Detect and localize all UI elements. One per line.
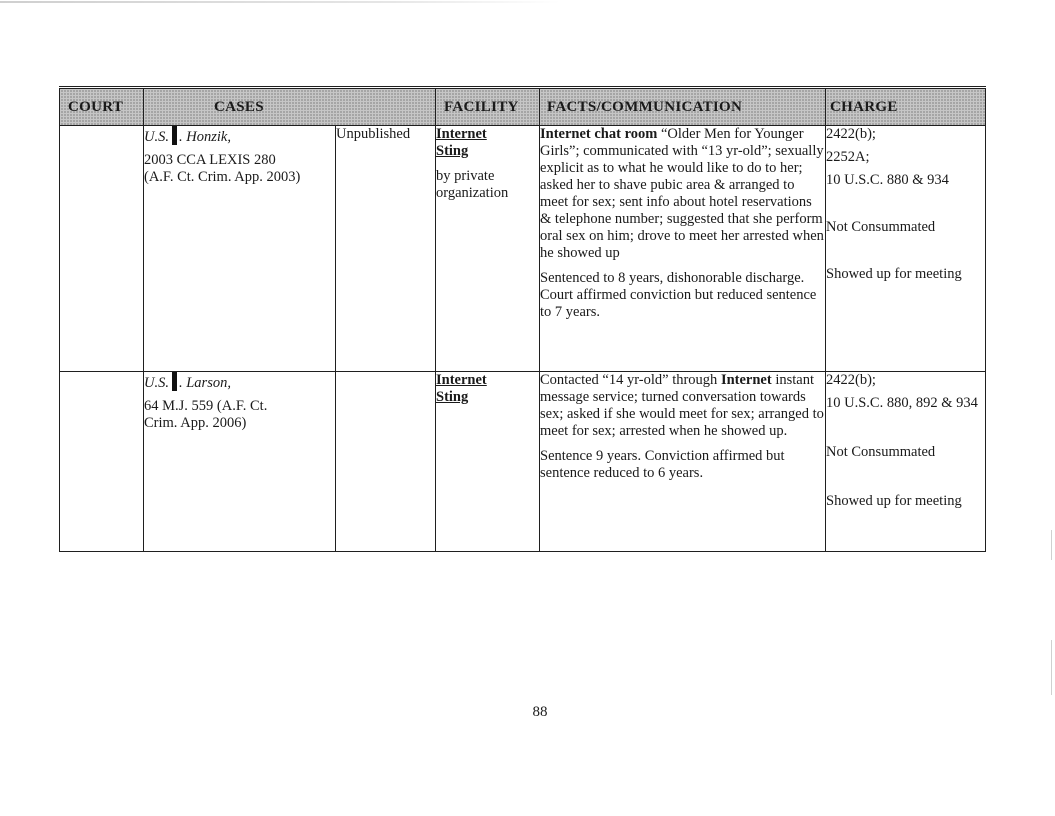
facility-type-2: Sting	[436, 143, 469, 159]
charge-code: 10 U.S.C. 880, 892 & 934	[826, 395, 978, 411]
publication-status: Unpublished	[336, 126, 411, 142]
sentence-text: Sentenced to 8 years, dishonorable discharge. Court affirmed conviction but reduced sentence to 7 years.	[540, 270, 817, 320]
charge-status: Not Consummated	[826, 219, 936, 235]
case-court-year: (A.F. Ct. Crim. App. 2003)	[144, 169, 301, 185]
sentence-text: Sentence 9 years. Conviction affirmed but sentence reduced to 6 years.	[540, 448, 785, 481]
facts-text: Internet chat room “Older Men for Younger Girls”; communicated with “13 yr-old”; sexually explicit as to what he would like to do to her; asked her to shave pubic area & arranged to meet for sex; sent info about hotel reservations & telephone number; suggested that she perform oral sex on him; drove to meet her arrested when he showed up	[540, 126, 824, 261]
scan-top-rule	[0, 1, 560, 3]
table-row	[60, 126, 986, 372]
publication-cell	[336, 126, 436, 372]
case-cell	[144, 372, 336, 552]
case-court-year: Crim. App. 2006)	[144, 415, 247, 431]
charge-cell	[826, 372, 986, 552]
header-facts-communication: FACTS/COMMUNICATION	[540, 88, 826, 126]
case-name: U.S. . Honzik,	[144, 126, 335, 146]
facility-cell	[436, 126, 540, 372]
court-cell	[60, 126, 144, 372]
scan-edge-mark	[1051, 640, 1052, 695]
facility-type: Internet	[436, 126, 487, 142]
header-row	[60, 88, 986, 126]
header-court: COURT	[60, 88, 144, 126]
table-row	[60, 372, 986, 552]
case-name: U.S. . Larson,	[144, 372, 335, 392]
charge-code: 10 U.S.C. 880 & 934	[826, 172, 949, 188]
publication-cell	[336, 372, 436, 552]
scan-edge-mark	[1051, 530, 1052, 560]
court-cell	[60, 372, 144, 552]
charge-meeting: Showed up for meeting	[826, 266, 962, 282]
facility-note: by private organization	[436, 168, 509, 201]
facts-text: Contacted “14 yr-old” through Internet instant message service; turned conversation towards sex; asked if she would meet for sex; arranged to meet for sex; arrested when he showed up.	[540, 372, 824, 439]
case-citation: 64 M.J. 559 (A.F. Ct.	[144, 398, 268, 414]
redaction-mark	[172, 126, 177, 145]
case-citation: 2003 CCA LEXIS 280	[144, 152, 276, 168]
header-facility: FACILITY	[436, 88, 540, 126]
facts-cell	[540, 372, 826, 552]
charge-meeting: Showed up for meeting	[826, 493, 962, 509]
charge-code: 2252A;	[826, 149, 870, 165]
case-table	[59, 86, 986, 552]
header-cases: CASES	[144, 88, 436, 126]
charge-status: Not Consummated	[826, 444, 936, 460]
redaction-mark	[172, 372, 177, 391]
case-cell	[144, 126, 336, 372]
page-number: 88	[532, 704, 548, 720]
facility-cell	[436, 372, 540, 552]
facts-cell	[540, 126, 826, 372]
header-charge: CHARGE	[826, 88, 986, 126]
facility-type: Internet	[436, 372, 487, 388]
charge-cell	[826, 126, 986, 372]
facility-type-2: Sting	[436, 389, 469, 405]
charge-code: 2422(b);	[826, 126, 876, 142]
charge-code: 2422(b);	[826, 372, 876, 388]
